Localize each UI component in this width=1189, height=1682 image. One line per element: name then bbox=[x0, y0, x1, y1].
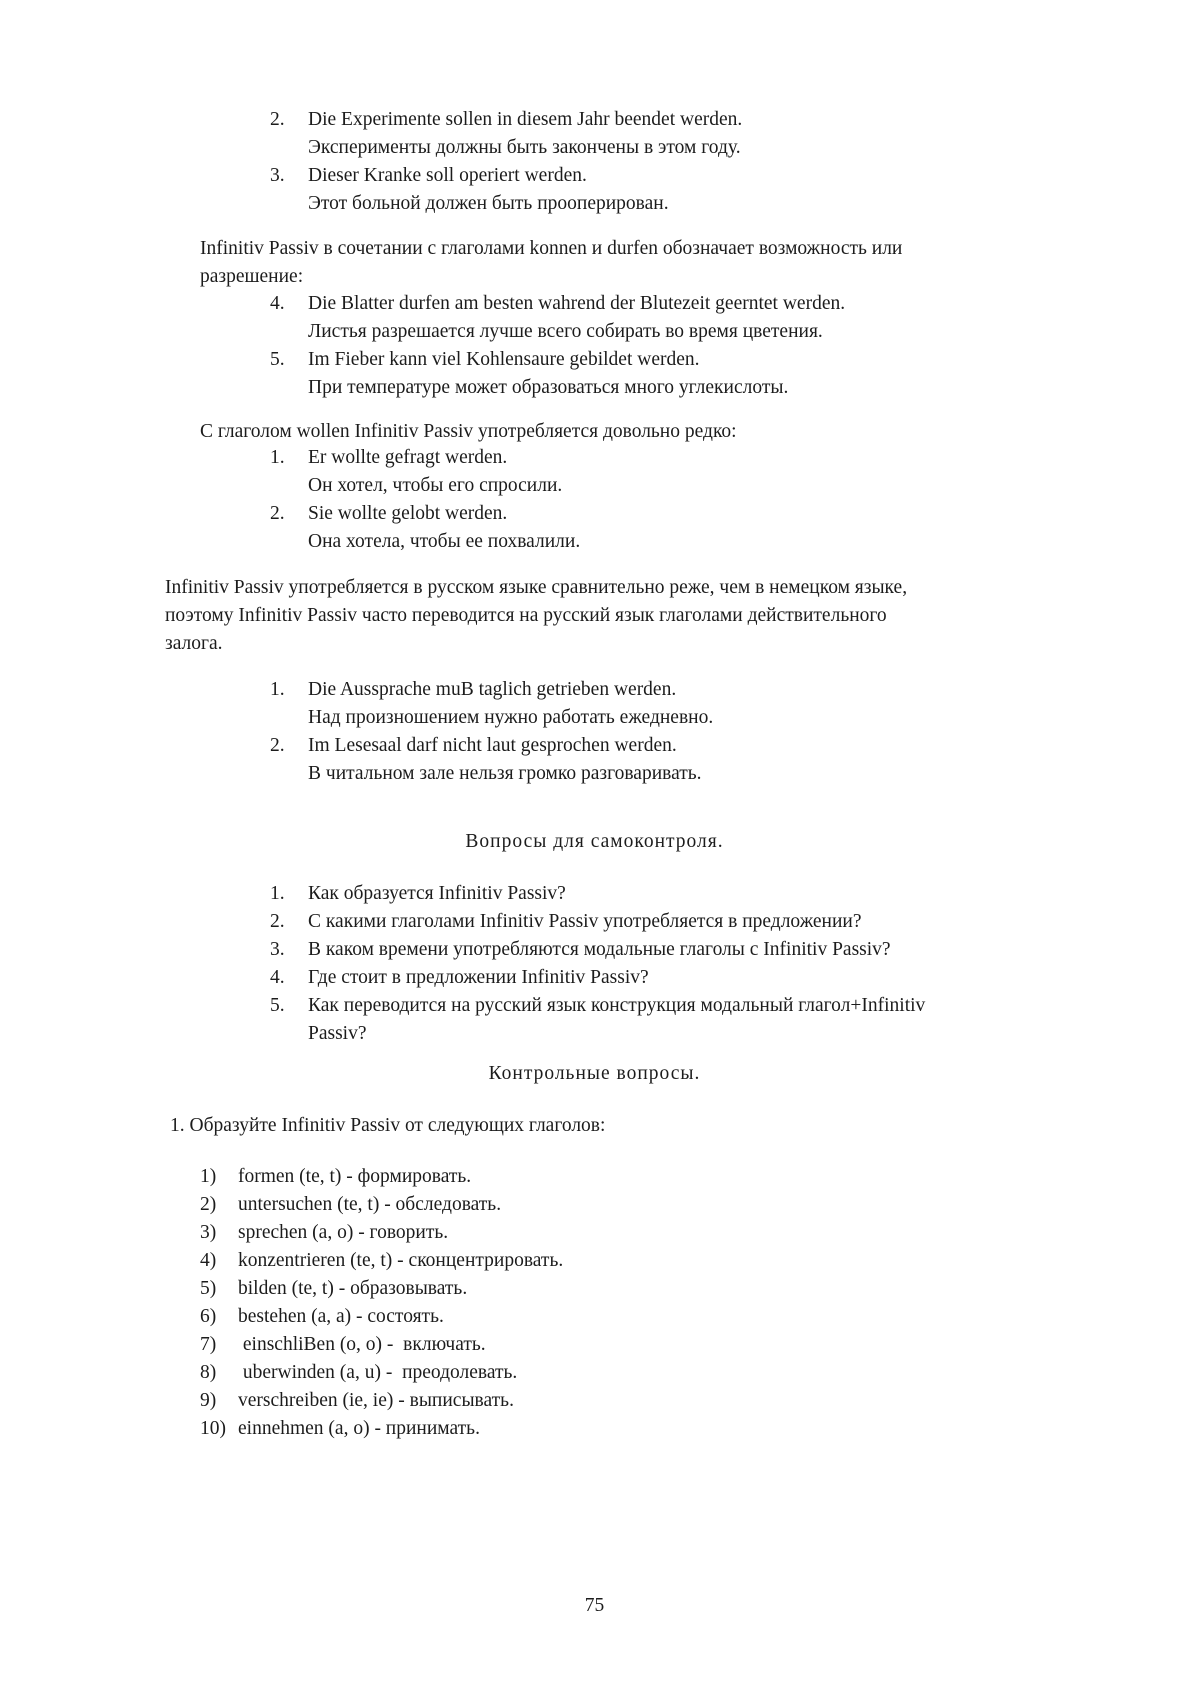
russian-translation: Над произношением нужно работать ежедневно. bbox=[308, 707, 714, 728]
verb-number: 4) bbox=[200, 1250, 217, 1271]
verb-item bbox=[200, 1359, 900, 1387]
question-item bbox=[270, 936, 1090, 964]
verb-text: verschreiben (ie, ie) - выписывать. bbox=[238, 1390, 514, 1411]
german-sentence: Sie wollte gelobt werden. bbox=[308, 503, 508, 524]
example-list-2 bbox=[270, 290, 1090, 402]
example-list-4 bbox=[270, 676, 1090, 788]
verb-text: konzentrieren (te, t) - сконцентрировать. bbox=[238, 1250, 564, 1271]
verb-number: 7) bbox=[200, 1334, 217, 1355]
german-sentence: Dieser Kranke soll operiert werden. bbox=[308, 165, 587, 186]
german-sentence: Die Aussprache muB taglich getrieben werden. bbox=[308, 679, 677, 700]
example-item bbox=[270, 500, 1090, 556]
verb-list bbox=[200, 1163, 900, 1443]
question-item bbox=[270, 964, 1090, 992]
verb-item bbox=[200, 1247, 900, 1275]
paragraph-konnen-durfen bbox=[200, 235, 1100, 291]
verb-number: 5) bbox=[200, 1278, 217, 1299]
example-number: 2. bbox=[270, 503, 285, 524]
verb-item bbox=[200, 1191, 900, 1219]
example-number: 4. bbox=[270, 293, 285, 314]
verb-text: uberwinden (a, u) - преодолевать. bbox=[238, 1362, 518, 1383]
question-item bbox=[270, 992, 1090, 1048]
question-number: 4. bbox=[270, 967, 285, 988]
verb-text: formen (te, t) - формировать. bbox=[238, 1166, 472, 1187]
section-heading-self-check: Вопросы для самоконтроля. bbox=[465, 831, 724, 852]
example-number: 1. bbox=[270, 679, 285, 700]
example-item bbox=[270, 106, 1090, 162]
example-number: 5. bbox=[270, 349, 285, 370]
paragraph-line: поэтому Infinitiv Passiv часто переводится на русский язык глаголами действительного bbox=[165, 605, 887, 626]
paragraph-line: залога. bbox=[165, 633, 223, 654]
verb-item bbox=[200, 1331, 900, 1359]
russian-translation: Листья разрешается лучше всего собирать во время цветения. bbox=[308, 321, 823, 342]
question-text: Где стоит в предложении Infinitiv Passiv? bbox=[308, 967, 649, 988]
verb-item bbox=[200, 1219, 900, 1247]
paragraph-line: Infinitiv Passiv употребляется в русском языке сравнительно реже, чем в немецком языке, bbox=[165, 577, 908, 598]
example-number: 2. bbox=[270, 109, 285, 130]
german-sentence: Die Experimente sollen in diesem Jahr beendet werden. bbox=[308, 109, 743, 130]
paragraph-translation-note bbox=[165, 574, 1105, 658]
verb-text: bestehen (a, a) - состоять. bbox=[238, 1306, 444, 1327]
question-text: С какими глаголами Infinitiv Passiv употребляется в предложении? bbox=[308, 911, 862, 932]
question-text: Как переводится на русский язык конструкция модальный глагол+Infinitiv bbox=[308, 995, 926, 1016]
verb-text: untersuchen (te, t) - обследовать. bbox=[238, 1194, 502, 1215]
example-item bbox=[270, 444, 1090, 500]
example-item bbox=[270, 346, 1090, 402]
german-sentence: Die Blatter durfen am besten wahrend der Blutezeit geerntet werden. bbox=[308, 293, 846, 314]
verb-item bbox=[200, 1387, 900, 1415]
example-number: 1. bbox=[270, 447, 285, 468]
section-heading-control: Контрольные вопросы. bbox=[488, 1063, 701, 1084]
paragraph-wollen: С глаголом wollen Infinitiv Passiv употребляется довольно редко: bbox=[200, 421, 737, 442]
german-sentence: Im Fieber kann viel Kohlensaure gebildet werden. bbox=[308, 349, 700, 370]
example-number: 3. bbox=[270, 165, 285, 186]
question-text-continued: Passiv? bbox=[308, 1023, 367, 1044]
german-sentence: Im Lesesaal darf nicht laut gesprochen werden. bbox=[308, 735, 677, 756]
example-item bbox=[270, 732, 1090, 788]
verb-number: 8) bbox=[200, 1362, 217, 1383]
russian-translation: При температуре может образоваться много углекислоты. bbox=[308, 377, 789, 398]
verb-number: 3) bbox=[200, 1222, 217, 1243]
verb-item bbox=[200, 1415, 900, 1443]
verb-number: 6) bbox=[200, 1306, 217, 1327]
verb-number: 9) bbox=[200, 1390, 217, 1411]
russian-translation: Он хотел, чтобы его спросили. bbox=[308, 475, 563, 496]
verb-text: bilden (te, t) - образовывать. bbox=[238, 1278, 468, 1299]
russian-translation: Она хотела, чтобы ее похвалили. bbox=[308, 531, 581, 552]
question-number: 1. bbox=[270, 883, 285, 904]
verb-number: 1) bbox=[200, 1166, 217, 1187]
example-list-1 bbox=[270, 106, 1090, 218]
task-instruction: 1. Образуйте Infinitiv Passiv от следующих глаголов: bbox=[170, 1115, 606, 1136]
paragraph-line: разрешение: bbox=[200, 266, 304, 287]
german-sentence: Er wollte gefragt werden. bbox=[308, 447, 508, 468]
verb-number: 2) bbox=[200, 1194, 217, 1215]
question-text: В каком времени употребляются модальные глаголы с Infinitiv Passiv? bbox=[308, 939, 891, 960]
verb-item bbox=[200, 1303, 900, 1331]
example-number: 2. bbox=[270, 735, 285, 756]
verb-text: sprechen (a, o) - говорить. bbox=[238, 1222, 449, 1243]
verb-text: einnehmen (a, o) - принимать. bbox=[238, 1418, 480, 1439]
question-number: 5. bbox=[270, 995, 285, 1016]
verb-number: 10) bbox=[200, 1418, 226, 1439]
question-text: Как образуется Infinitiv Passiv? bbox=[308, 883, 566, 904]
question-item bbox=[270, 880, 1090, 908]
self-check-questions bbox=[270, 880, 1090, 1048]
example-item bbox=[270, 676, 1090, 732]
example-item bbox=[270, 162, 1090, 218]
verb-item bbox=[200, 1275, 900, 1303]
example-item bbox=[270, 290, 1090, 346]
page-number: 75 bbox=[584, 1595, 605, 1616]
russian-translation: Этот больной должен быть прооперирован. bbox=[308, 193, 669, 214]
example-list-3 bbox=[270, 444, 1090, 556]
question-number: 3. bbox=[270, 939, 285, 960]
russian-translation: Эксперименты должны быть закончены в этом году. bbox=[308, 137, 741, 158]
verb-text: einschliBen (o, o) - включать. bbox=[238, 1334, 486, 1355]
question-number: 2. bbox=[270, 911, 285, 932]
russian-translation: В читальном зале нельзя громко разговаривать. bbox=[308, 763, 702, 784]
verb-item bbox=[200, 1163, 900, 1191]
paragraph-line: Infinitiv Passiv в сочетании с глаголами konnen и durfen обозначает возможность или bbox=[200, 238, 903, 259]
question-item bbox=[270, 908, 1090, 936]
